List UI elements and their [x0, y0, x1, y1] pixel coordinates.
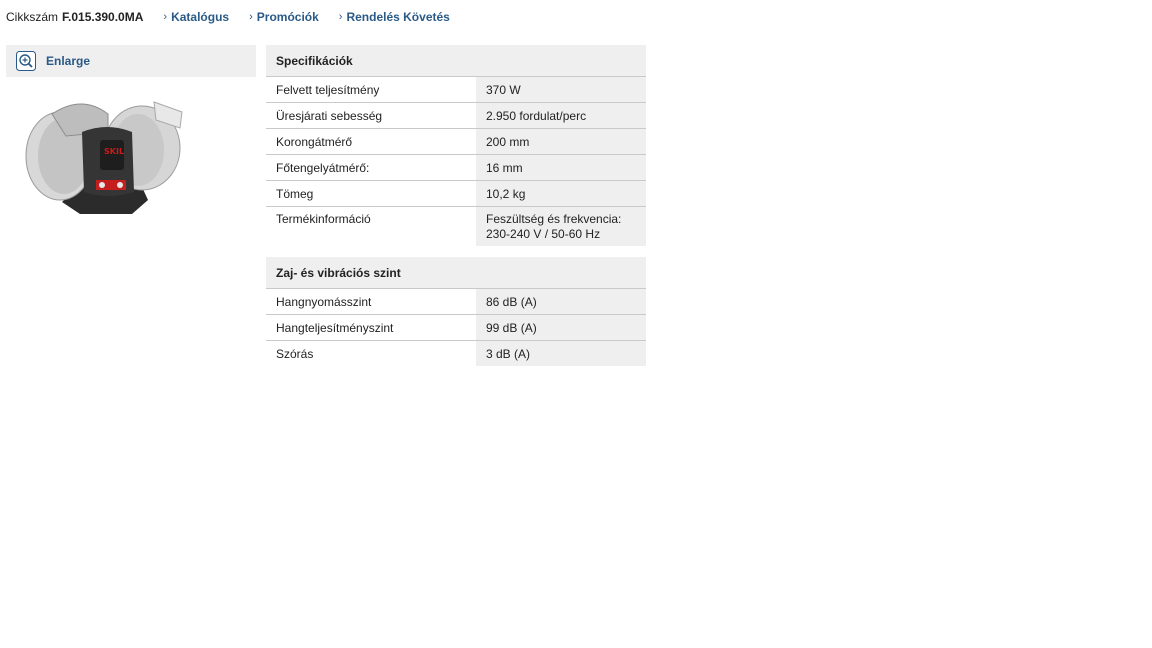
section-title: Zaj- és vibrációs szint [266, 257, 646, 289]
spec-value-line: Feszültség és frekvencia: [486, 212, 622, 226]
spec-value: 3 dB (A) [476, 341, 646, 367]
product-image[interactable] [22, 92, 190, 222]
enlarge-label: Enlarge [46, 54, 91, 68]
spec-value: 370 W [476, 77, 646, 103]
nav-link-catalog[interactable] [163, 10, 229, 24]
chevron-right-icon: › [249, 11, 253, 23]
sku-value: F.015.390.0MA [62, 10, 144, 24]
spec-value: 10,2 kg [476, 181, 646, 207]
zoom-in-icon [16, 51, 36, 71]
nav-link-promotions[interactable] [249, 10, 319, 24]
spec-label: Hangteljesítményszint [266, 315, 476, 341]
spec-label: Hangnyomásszint [266, 289, 476, 315]
nav-link-label: Promóciók [256, 10, 319, 24]
spec-value [476, 207, 646, 247]
spec-label: Főtengelyátmérő: [266, 155, 476, 181]
spec-value: 16 mm [476, 155, 646, 181]
table-row [266, 103, 646, 129]
breadcrumb [6, 10, 450, 24]
spec-value: 86 dB (A) [476, 289, 646, 315]
table-row [266, 207, 646, 247]
spec-value: 2.950 fordulat/perc [476, 103, 646, 129]
spec-label: Tömeg [266, 181, 476, 207]
nav-link-label: Rendelés Követés [346, 10, 450, 24]
spec-label: Termékinformáció [266, 207, 476, 247]
table-row [266, 129, 646, 155]
nav-link-label: Katalógus [171, 10, 230, 24]
section-title: Specifikációk [266, 45, 646, 77]
spec-label: Felvett teljesítmény [266, 77, 476, 103]
spec-value-line: 230-240 V / 50-60 Hz [486, 227, 601, 241]
specifications-table [266, 45, 646, 246]
table-row [266, 181, 646, 207]
table-row [266, 77, 646, 103]
table-row [266, 315, 646, 341]
chevron-right-icon: › [338, 11, 343, 23]
chevron-right-icon: › [163, 11, 168, 23]
spec-label: Üresjárati sebesség [266, 103, 476, 129]
spec-value: 99 dB (A) [476, 315, 646, 341]
table-row [266, 155, 646, 181]
noise-vibration-table [266, 257, 646, 366]
nav-link-order-tracking[interactable] [339, 10, 450, 24]
spec-value: 200 mm [476, 129, 646, 155]
sku-label: Cikkszám [6, 10, 59, 24]
brand-logo: SKIL [104, 147, 125, 156]
enlarge-button[interactable] [6, 45, 256, 77]
table-row [266, 341, 646, 367]
spec-label: Korongátmérő [266, 129, 476, 155]
spec-label: Szórás [266, 341, 476, 367]
table-row [266, 289, 646, 315]
